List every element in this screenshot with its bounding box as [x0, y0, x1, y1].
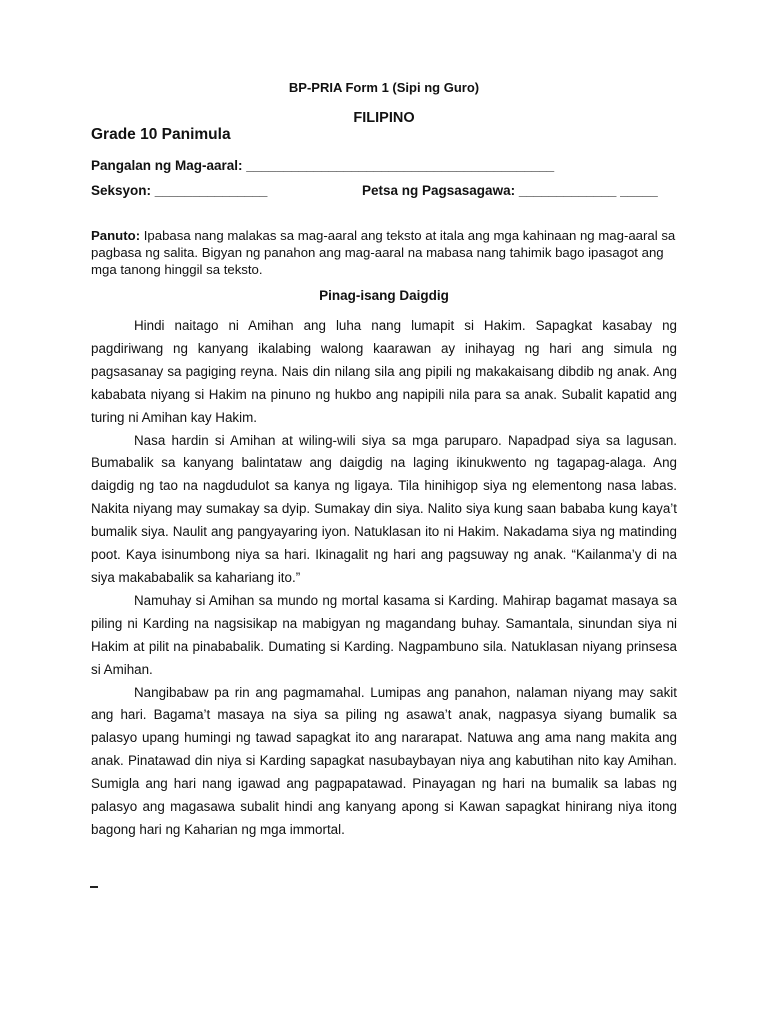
instructions-text: Ipabasa nang malakas sa mag-aaral ang teksto at itala ang mga kahinaan ng mag-aaral sa pagbasa ng salita. Bigyan ng panahon ang mag-aaral na mabasa nang tahimik bago ipasagot ang mga tanong hinggil sa teksto. [91, 228, 676, 277]
date-field: Petsa ng Pagsasagawa: _____________ _____ [362, 183, 658, 198]
dash-mark [90, 886, 98, 888]
story-paragraph: Nangibabaw pa rin ang pagmamahal. Lumipas ang panahon, nalaman niyang may sakit ang hari. Bagama’t masaya na siya sa piling ng asawa’t anak, nagpasya siyang bumalik sa palasyo upang humingi ng tawad sapagkat ito ang nararapat. Natuwa ang ama nang makita ang anak. Pinatawad din niya si Karding sapagkat nasubaybayan niya ang kabutihan nito kay Amihan. Sumigla ang hari nang igawad ang pagpapatawad. Pinayagan ng hari na bumalik sa labas ng palasyo ang magasawa subalit hindi ang kanyang apong si Kawan sapagkat hinirang niya itong bagong hari ng Kaharian ng mga immortal. [91, 684, 677, 837]
section-field: Seksyon: _______________ [91, 183, 268, 198]
subject-heading: FILIPINO [353, 110, 415, 126]
form-title: BP-PRIA Form 1 (Sipi ng Guro) [288, 80, 480, 95]
instructions-label: Panuto: [91, 228, 141, 243]
student-name-field: Pangalan ng Mag-aaral: _________________________________________ [91, 158, 555, 173]
instructions [91, 227, 677, 278]
grade-heading: Grade 10 Panimula [91, 126, 231, 143]
story-title: Pinag-isang Daigdig [319, 288, 449, 303]
story-paragraph: Nasa hardin si Amihan at wiling-wili siya sa mga paruparo. Napadpad siya sa lagusan. Bumabalik sa kanyang balintataw ang daigdig na laging ikinukwento ng tagapag-alaga. Ang daigdig ng tao na nagdudulot sa kanya ng ligaya. Tila hinihigop siya ng elementong nasa labas. Nakita niyang may sumakay sa dyip. Sumakay din siya. Nalito siya kung saan bababa kung kaya’t bumalik siya. Naulit ang pangyayaring iyon. Natuklasan ito ni Hakim. Nakadama siya ng matinding poot. Kaya isinumbong niya sa hari. Ikinagalit ng hari ang pagsuway ng anak. “Kailanma’y di na siya makababalik sa kahariang ito.” [91, 432, 677, 585]
story-paragraph: Hindi naitago ni Amihan ang luha nang lumapit si Hakim. Sapagkat kasabay ng pagdiriwang ng kanyang ikalabing walong kaarawan ay inihayag ng hari ang simula ng pagsasanay sa pagiging reyna. Nais din nilang sila ang pipili ng makakaisang dibdib ng anak. Ang kababata niyang si Hakim na pinuno ng hukbo ang napipili nila para sa anak. Subalit kapatid ang turing ni Amihan kay Hakim. [91, 318, 677, 425]
story-body [91, 315, 677, 842]
story-paragraph: Namuhay si Amihan sa mundo ng mortal kasama si Karding. Mahirap bagamat masaya sa piling ni Karding na nagsisikap na mabigyan ng magandang buhay. Samantala, sinundan siya ni Hakim at pilit na pinababalik. Dumating si Karding. Nagpambuno sila. Natuklasan niyang prinsesa si Amihan. [91, 592, 677, 677]
